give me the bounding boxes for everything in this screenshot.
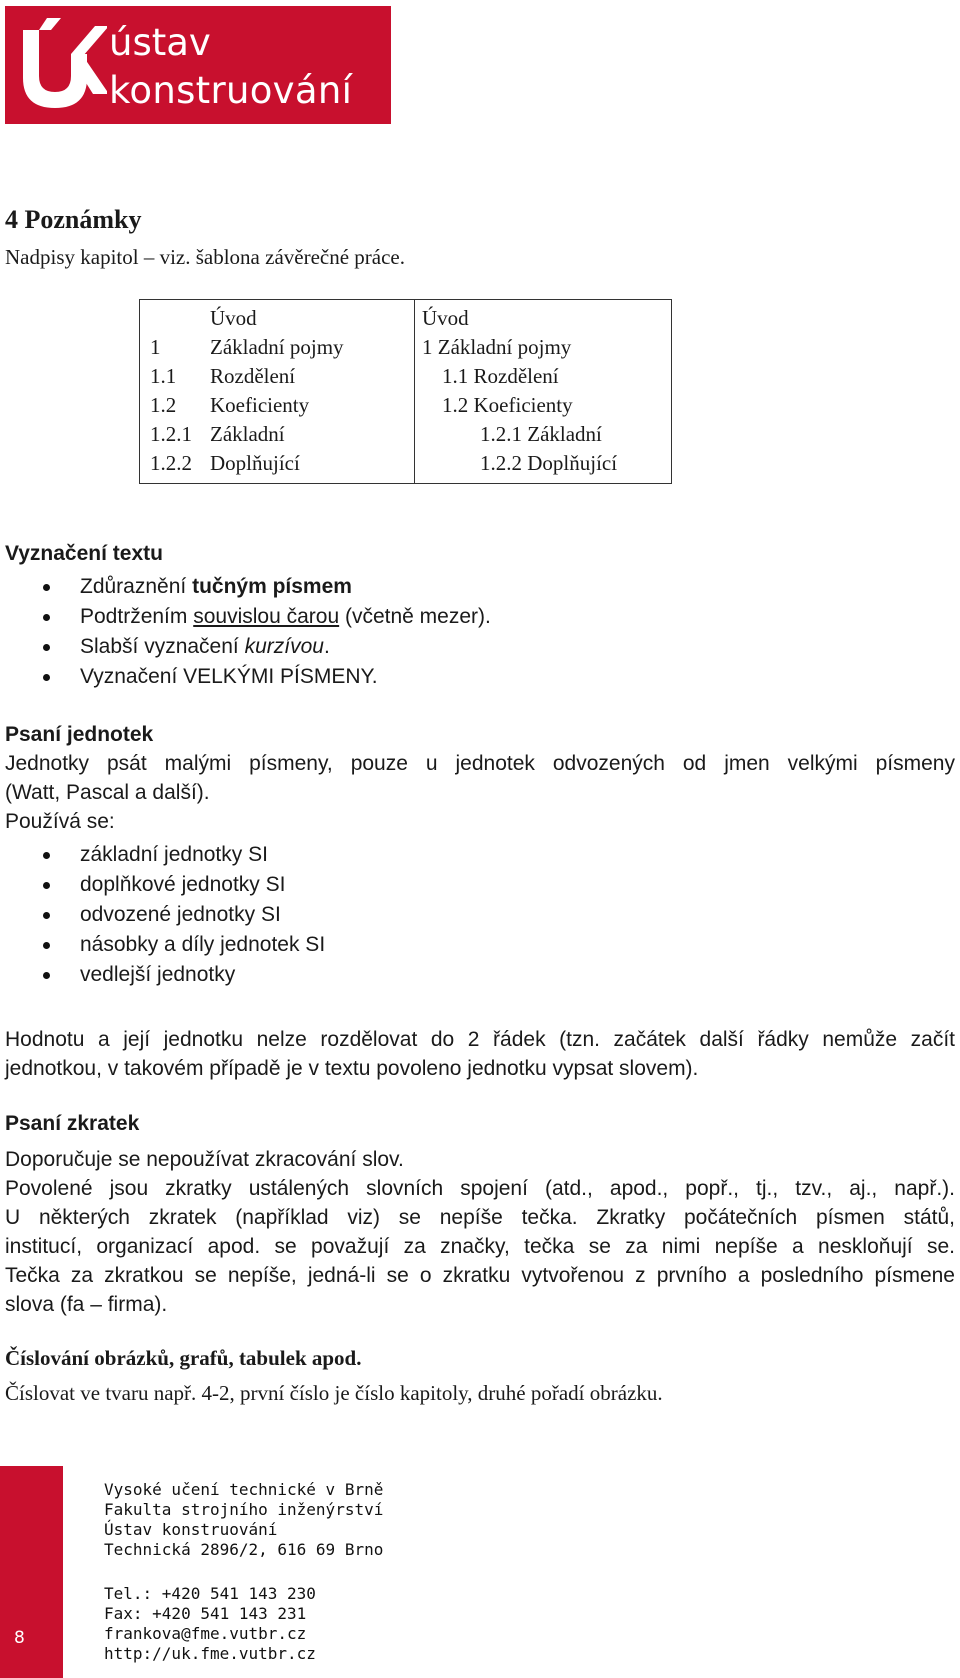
footer-contact bbox=[104, 1584, 316, 1664]
list-item: násobky a díly jednotek SI bbox=[0, 930, 325, 960]
footer-web-link[interactable]: http://uk.fme.vutbr.cz bbox=[104, 1644, 316, 1663]
units-note-line1: Hodnotu a její jednotku nelze rozdělovat do 2 řádek (tzn. začátek další řádky nemůže začít bbox=[5, 1028, 955, 1051]
footer-line: Vysoké učení technické v Brně bbox=[104, 1480, 384, 1499]
footer-line: Fakulta strojního inženýrství bbox=[104, 1500, 384, 1519]
units-note-line2: jednotkou, v takovém případě je v textu povoleno jednotku vypsat slovem). bbox=[5, 1057, 699, 1080]
abbr-line2: Povolené jsou zkratky ustálených slovních spojení (atd., apod., popř., tj., tzv., aj., např.). bbox=[5, 1177, 955, 1200]
list-item: odvozené jednotky SI bbox=[0, 900, 325, 930]
section-title-numbering: Číslování obrázků, grafů, tabulek apod. bbox=[5, 1346, 362, 1370]
chapter-heading: 4 Poznámky bbox=[5, 205, 142, 234]
abbr-line4: institucí, organizací apod. se považují za značky, tečka se za nimi nepíše a neskloňují se. bbox=[5, 1235, 955, 1258]
footer-line: Ústav konstruování bbox=[104, 1520, 278, 1539]
units-list bbox=[0, 840, 325, 990]
abbr-line1: Doporučuje se nepoužívat zkracování slov. bbox=[5, 1148, 404, 1171]
numbering-text: Číslovat ve tvaru např. 4-2, první číslo je číslo kapitoly, druhé pořadí obrázku. bbox=[5, 1381, 663, 1405]
toc-right-row: Úvod bbox=[422, 306, 469, 330]
toc-right-row: 1.2 Koeficienty bbox=[442, 393, 573, 417]
section-title-abbr: Psaní zkratek bbox=[5, 1112, 140, 1135]
uk-logo-icon bbox=[17, 16, 107, 112]
footer-brand-bar bbox=[0, 1466, 63, 1678]
list-item: vedlejší jednotky bbox=[0, 960, 325, 990]
list-item: základní jednotky SI bbox=[0, 840, 325, 870]
units-uses-label: Používá se: bbox=[5, 810, 115, 833]
list-item: Slabší vyznačení kurzívou. bbox=[0, 632, 491, 662]
list-item: Zdůraznění tučným písmem bbox=[0, 572, 491, 602]
footer-phone: Tel.: +420 541 143 230 bbox=[104, 1584, 316, 1603]
footer-address bbox=[104, 1480, 383, 1560]
abbr-line5: Tečka za zkratkou se nepíše, jedná-li se o zkratku vytvořenou z prvního a posledního písmene bbox=[5, 1264, 955, 1287]
abbr-line6: slova (fa – firma). bbox=[5, 1293, 168, 1316]
marking-list bbox=[0, 572, 491, 692]
toc-right-row: 1.1 Rozdělení bbox=[442, 364, 559, 388]
toc-right-row: 1 Základní pojmy bbox=[422, 335, 572, 359]
logo-text-line1: ústav bbox=[109, 21, 211, 64]
section-title-units: Psaní jednotek bbox=[5, 723, 154, 746]
toc-right-row: 1.2.2 Doplňující bbox=[480, 451, 618, 475]
logo-text-line2: konstruování bbox=[109, 69, 353, 112]
abbr-line3: U některých zkratek (například viz) se nepíše tečka. Zkratky počátečních písmen států, bbox=[5, 1206, 955, 1229]
footer-email-link[interactable]: frankova@fme.vutbr.cz bbox=[104, 1624, 307, 1643]
units-text-line2: (Watt, Pascal a další). bbox=[5, 781, 210, 804]
table-divider bbox=[414, 300, 415, 483]
footer-line: Technická 2896/2, 616 69 Brno bbox=[104, 1540, 384, 1559]
units-text-line1: Jednotky psát malými písmeny, pouze u jednotek odvozených od jmen velkými písmeny bbox=[5, 752, 955, 775]
list-item: Podtržením souvislou čarou (včetně mezer). bbox=[0, 602, 491, 632]
intro-text: Nadpisy kapitol – viz. šablona závěrečné práce. bbox=[5, 245, 405, 269]
institute-logo bbox=[5, 6, 391, 124]
toc-example-table: Úvod 1 Základní pojmy 1.1 Rozdělení 1.2 Koeficienty 1.2.1 Základní 1.2.2 Doplňující Úvod 1 Základní pojmy 1.1 Rozdělení 1.2 Koeficienty 1.2.1 Základní 1.2.2 Doplňující bbox=[139, 299, 672, 484]
toc-right-row: 1.2.1 Základní bbox=[480, 422, 602, 446]
footer-fax: Fax: +420 541 143 231 bbox=[104, 1604, 307, 1623]
page-number: 8 bbox=[14, 1628, 25, 1648]
list-item: doplňkové jednotky SI bbox=[0, 870, 325, 900]
section-title-marking: Vyznačení textu bbox=[5, 542, 163, 565]
list-item: Vyznačení VELKÝMI PÍSMENY. bbox=[0, 662, 491, 692]
